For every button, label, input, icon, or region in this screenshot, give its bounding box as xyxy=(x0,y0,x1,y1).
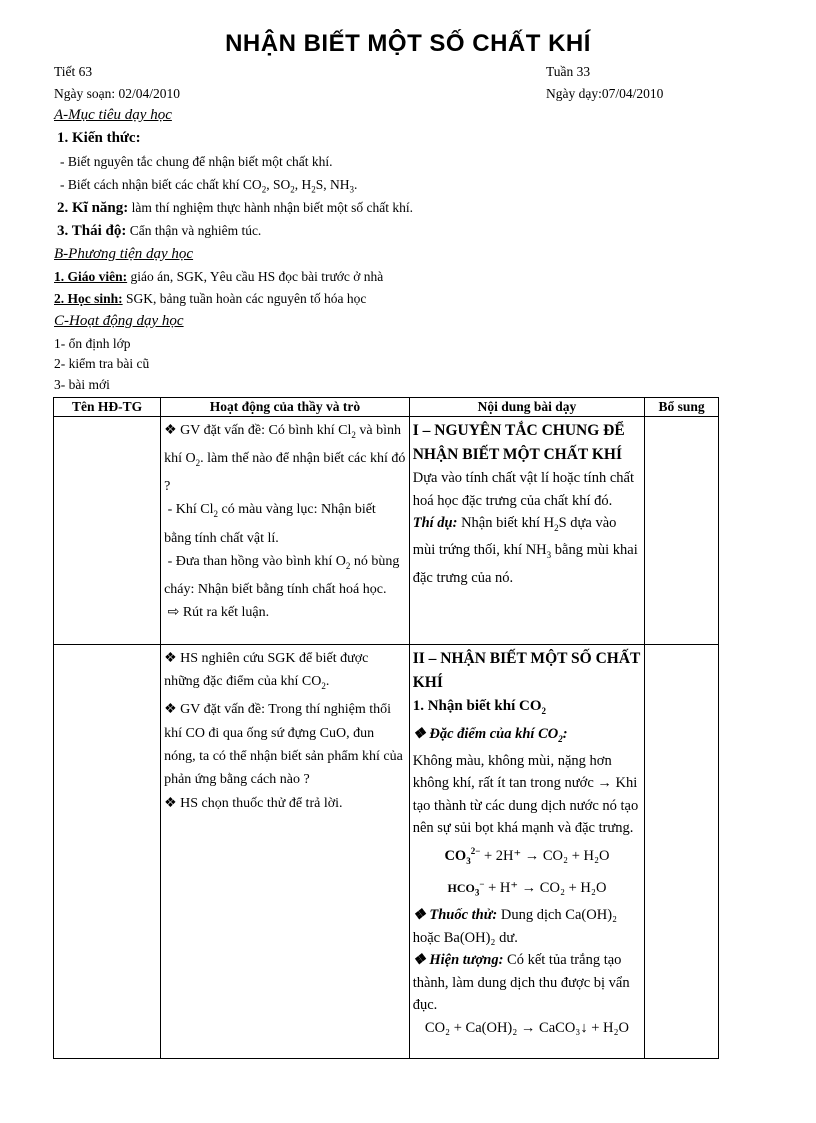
row2-name-cell xyxy=(54,645,161,1059)
knowledge-item-2: - Biết cách nhận biết các chất khí $CO_2$, $SO_2$, $H_2S$, $NH_3$. xyxy=(60,177,358,195)
knowledge-label: 1. Kiến thức: xyxy=(57,130,141,146)
prep-date: Ngày soạn: 02/04/2010 xyxy=(54,86,180,101)
row1-notes-cell xyxy=(645,417,719,645)
section-b-heading: B-Phương tiện dạy học xyxy=(54,246,194,262)
attitude-line: 3. Thái độ: Cẩn thận và nghiêm túc. xyxy=(57,223,262,239)
row2-content-cell: II – NHẬN BIẾT MỘT SỐ CHẤT KHÍ 1. Nhận biết khí $CO_2$ ❖ Đặc điểm của khí $CO_2$: Không màu, không mùi, nặng hơn không khí, rất ít tan trong nước → Khi tạo thành từ các dung dịch nước nó tạo nên sự sủi bọt khá mạnh và đặc trưng. $CO_3^{2-} + 2H^+ \to CO_2 + H_2O$ $HCO_3^- + H^+ \to CO_2 + H_2O$ ❖ Thuốc thử: Dung dịch Ca(OH)₂ hoặc Ba(OH)₂ dư. ❖ Hiện tượng: Có kết tủa trắng tạo thành, làm dung dịch thu được bị vẩn đục. CO₂ + Ca(OH)₂ → CaCO₃↓ + H₂O xyxy=(409,645,645,1059)
equation-limewater: CO₂ + Ca(OH)₂ → CaCO₃↓ + H₂O xyxy=(424,1019,630,1036)
step-1: 1- ổn định lớp xyxy=(54,336,131,351)
teach-date: Ngày dạy:07/04/2010 xyxy=(546,86,664,101)
step-3: 3- bài mới xyxy=(54,377,110,392)
knowledge-item-1: - Biết nguyên tắc chung để nhận biết một chất khí. xyxy=(60,154,333,169)
section-c-heading: C-Hoạt động dạy học xyxy=(54,313,184,329)
table-row xyxy=(54,645,719,1059)
table-row xyxy=(54,417,719,645)
row1-name-cell xyxy=(54,417,161,645)
header-activities: Hoạt động của thầy và trò xyxy=(161,398,410,417)
step-2: 2- kiểm tra bài cũ xyxy=(54,356,150,371)
lesson-number: Tiết 63 xyxy=(54,64,93,79)
skills-line: 2. Kĩ năng: làm thí nghiệm thực hành nhận biết một số chất khí. xyxy=(57,200,414,216)
equation-bicarbonate: $HCO_3^- + H^+ \to CO_2 + H_2O$ xyxy=(447,878,607,897)
equation-carbonate: $CO_3^{2-} + 2H^+ \to CO_2 + H_2O$ xyxy=(444,845,610,866)
row1-activity-cell: ❖ GV đặt vấn đề: Có bình khí $Cl_2$ và bình khí $O_2$. làm thế nào để nhận biết các khí đó ? - Khí $Cl_2$ có màu vàng lục: Nhận biết bằng tính chất vật lí. - Đưa than hồng vào bình khí $O_2$ nó bùng cháy: Nhận biết bằng tính chất hoá học. ⇨ Rút ra kết luận. xyxy=(161,417,410,645)
teacher-line: 1. Giáo viên: giáo án, SGK, Yêu cầu HS đọc bài trước ở nhà xyxy=(54,269,384,284)
week-number: Tuần 33 xyxy=(546,64,591,79)
header-activity-name: Tên HĐ-TG xyxy=(54,398,161,417)
row2-activity-cell: ❖ HS nghiên cứu SGK để biết được những đặc điểm của khí $CO_2$. ❖ GV đặt vấn đề: Trong thí nghiệm thổi khí CO đi qua ống sứ đựng CuO, đun nóng, ta có thể nhận biết sản phẩm khí của phản ứng bằng cách nào ? ❖ HS chọn thuốc thử để trả lời. xyxy=(161,645,410,1059)
header-content: Nội dung bài dạy xyxy=(409,398,645,417)
row2-notes-cell xyxy=(645,645,719,1059)
lesson-table xyxy=(53,397,719,1059)
section-a-heading: A-Mục tiêu dạy học xyxy=(54,107,172,123)
header-notes: Bổ sung xyxy=(645,398,719,417)
table-header-row xyxy=(54,398,719,417)
student-line: 2. Học sinh: SGK, bảng tuần hoàn các nguyên tố hóa học xyxy=(54,291,367,306)
page-title: NHẬN BIẾT MỘT SỐ CHẤT KHÍ xyxy=(225,30,591,57)
row1-content-cell: I – NGUYÊN TẮC CHUNG ĐỂ NHẬN BIẾT MỘT CHẤT KHÍ Dựa vào tính chất vật lí hoặc tính chất hoá học đặc trưng của chất khí đó. Thí dụ: Nhận biết khí $H_2S$ dựa vào mùi trứng thối, khí $NH_3$ bằng mùi khai đặc trưng của nó. xyxy=(409,417,645,645)
